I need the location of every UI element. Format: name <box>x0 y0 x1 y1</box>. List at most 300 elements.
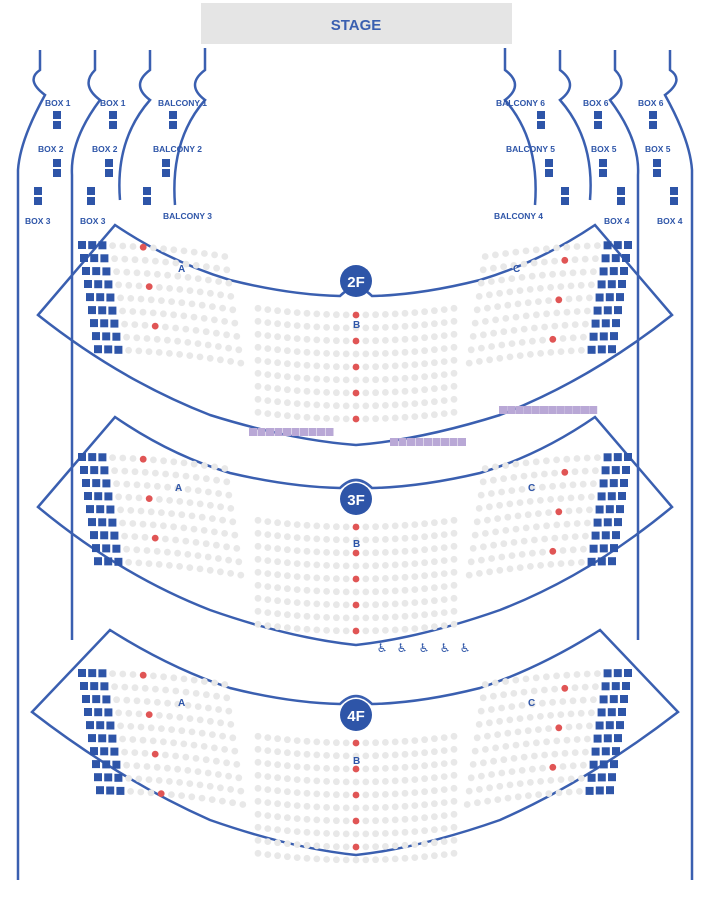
seat[interactable] <box>98 306 106 314</box>
seat[interactable] <box>441 747 448 754</box>
seat[interactable] <box>129 520 136 527</box>
seat[interactable] <box>580 697 587 704</box>
seat[interactable] <box>156 496 163 503</box>
seat[interactable] <box>304 587 311 594</box>
seat[interactable] <box>482 530 489 537</box>
seat[interactable] <box>561 685 568 692</box>
seat[interactable] <box>382 614 389 621</box>
seat[interactable] <box>211 745 218 752</box>
seat[interactable] <box>608 773 616 781</box>
seat[interactable] <box>323 549 330 556</box>
seat[interactable] <box>523 248 530 255</box>
seat[interactable] <box>217 719 224 726</box>
seat[interactable] <box>555 508 562 515</box>
seat[interactable] <box>402 414 409 421</box>
seat[interactable] <box>353 550 360 557</box>
seat[interactable] <box>164 484 171 491</box>
seat[interactable] <box>431 610 438 617</box>
seat[interactable] <box>156 561 163 568</box>
seat[interactable] <box>431 597 438 604</box>
seat[interactable] <box>100 747 108 755</box>
seat[interactable] <box>191 314 198 321</box>
seat[interactable] <box>598 773 606 781</box>
seat[interactable] <box>284 585 291 592</box>
box-seat[interactable] <box>53 111 61 119</box>
seat[interactable] <box>142 685 149 692</box>
seat[interactable] <box>111 467 118 474</box>
seat[interactable] <box>313 324 320 331</box>
seat[interactable] <box>205 770 212 777</box>
seat[interactable] <box>127 788 134 795</box>
seat[interactable] <box>411 521 418 528</box>
seat[interactable] <box>539 272 546 279</box>
seat[interactable] <box>559 270 566 277</box>
seat[interactable] <box>451 370 458 377</box>
seat[interactable] <box>484 517 491 524</box>
seat[interactable] <box>584 671 591 678</box>
seat[interactable] <box>531 260 538 267</box>
seat[interactable] <box>392 830 399 837</box>
seat[interactable] <box>112 333 120 341</box>
seat[interactable] <box>88 453 96 461</box>
seat[interactable] <box>176 498 183 505</box>
seat[interactable] <box>402 548 409 555</box>
seat[interactable] <box>441 786 448 793</box>
seat[interactable] <box>616 293 624 301</box>
seat[interactable] <box>264 518 271 525</box>
seat[interactable] <box>492 464 499 471</box>
seat[interactable] <box>205 342 212 349</box>
seat[interactable] <box>140 244 147 251</box>
seat[interactable] <box>416 438 424 446</box>
seat[interactable] <box>402 587 409 594</box>
seat[interactable] <box>402 626 409 633</box>
seat[interactable] <box>284 775 291 782</box>
seat[interactable] <box>156 712 163 719</box>
seat[interactable] <box>563 672 570 679</box>
seat[interactable] <box>555 724 562 731</box>
seat[interactable] <box>382 311 389 318</box>
seat[interactable] <box>142 750 149 757</box>
seat[interactable] <box>411 586 418 593</box>
seat[interactable] <box>255 517 262 524</box>
seat[interactable] <box>215 343 222 350</box>
seat[interactable] <box>521 689 528 696</box>
seat[interactable] <box>274 519 281 526</box>
seat[interactable] <box>195 703 202 710</box>
seat[interactable] <box>343 416 350 423</box>
seat[interactable] <box>264 851 271 858</box>
seat[interactable] <box>488 490 495 497</box>
seat[interactable] <box>255 621 262 628</box>
seat[interactable] <box>392 817 399 824</box>
seat[interactable] <box>596 787 604 795</box>
seat[interactable] <box>402 323 409 330</box>
seat[interactable] <box>255 305 262 312</box>
seat[interactable] <box>402 855 409 862</box>
seat[interactable] <box>333 562 340 569</box>
seat[interactable] <box>421 559 428 566</box>
seat[interactable] <box>304 829 311 836</box>
seat[interactable] <box>523 313 530 320</box>
seat[interactable] <box>586 787 594 795</box>
seat[interactable] <box>333 350 340 357</box>
seat[interactable] <box>255 556 262 563</box>
seat[interactable] <box>333 601 340 608</box>
seat[interactable] <box>411 841 418 848</box>
seat[interactable] <box>441 760 448 767</box>
seat[interactable] <box>255 582 262 589</box>
seat[interactable] <box>382 830 389 837</box>
seat[interactable] <box>186 564 193 571</box>
seat[interactable] <box>150 673 157 680</box>
seat[interactable] <box>264 799 271 806</box>
seat[interactable] <box>284 801 291 808</box>
seat[interactable] <box>498 489 505 496</box>
seat[interactable] <box>392 752 399 759</box>
seat[interactable] <box>551 470 558 477</box>
seat[interactable] <box>372 562 379 569</box>
seat[interactable] <box>525 792 532 799</box>
seat[interactable] <box>519 339 526 346</box>
seat[interactable] <box>121 533 128 540</box>
box-seat[interactable] <box>670 197 678 205</box>
seat[interactable] <box>323 765 330 772</box>
seat[interactable] <box>219 798 226 805</box>
seat[interactable] <box>294 612 301 619</box>
seat[interactable] <box>323 588 330 595</box>
seat[interactable] <box>570 697 577 704</box>
seat[interactable] <box>193 690 200 697</box>
seat[interactable] <box>274 597 281 604</box>
seat[interactable] <box>494 796 501 803</box>
seat[interactable] <box>543 310 550 317</box>
seat[interactable] <box>304 855 311 862</box>
seat[interactable] <box>156 349 163 356</box>
seat[interactable] <box>517 352 524 359</box>
seat[interactable] <box>531 688 538 695</box>
seat[interactable] <box>170 458 177 465</box>
seat[interactable] <box>589 406 597 414</box>
seat[interactable] <box>402 790 409 797</box>
seat[interactable] <box>402 561 409 568</box>
seat[interactable] <box>264 734 271 741</box>
seat[interactable] <box>431 623 438 630</box>
seat[interactable] <box>451 850 458 857</box>
seat[interactable] <box>255 370 262 377</box>
seat[interactable] <box>323 601 330 608</box>
seat[interactable] <box>333 627 340 634</box>
seat[interactable] <box>568 348 575 355</box>
seat[interactable] <box>602 531 610 539</box>
seat[interactable] <box>620 267 628 275</box>
seat[interactable] <box>362 831 369 838</box>
seat[interactable] <box>170 311 177 318</box>
box-seat[interactable] <box>670 187 678 195</box>
seat[interactable] <box>478 557 485 564</box>
seat[interactable] <box>353 792 360 799</box>
seat[interactable] <box>78 241 86 249</box>
seat[interactable] <box>372 415 379 422</box>
seat[interactable] <box>162 324 169 331</box>
seat[interactable] <box>458 438 466 446</box>
seat[interactable] <box>478 345 485 352</box>
seat[interactable] <box>382 627 389 634</box>
seat[interactable] <box>343 628 350 635</box>
seat[interactable] <box>274 852 281 859</box>
seat[interactable] <box>492 252 499 259</box>
box-seat[interactable] <box>143 197 151 205</box>
seat[interactable] <box>521 261 528 268</box>
seat[interactable] <box>121 468 128 475</box>
seat[interactable] <box>411 361 418 368</box>
seat[interactable] <box>309 428 317 436</box>
seat[interactable] <box>231 748 238 755</box>
seat[interactable] <box>313 536 320 543</box>
seat[interactable] <box>539 484 546 491</box>
seat[interactable] <box>154 548 161 555</box>
seat[interactable] <box>231 532 238 539</box>
seat[interactable] <box>553 673 560 680</box>
seat[interactable] <box>392 363 399 370</box>
seat[interactable] <box>114 774 122 782</box>
seat[interactable] <box>274 532 281 539</box>
seat[interactable] <box>527 714 534 721</box>
seat[interactable] <box>362 351 369 358</box>
box-seat[interactable] <box>649 121 657 129</box>
seat[interactable] <box>555 296 562 303</box>
seat[interactable] <box>608 708 616 716</box>
seat[interactable] <box>620 695 628 703</box>
seat[interactable] <box>402 375 409 382</box>
seat[interactable] <box>264 544 271 551</box>
seat[interactable] <box>215 706 222 713</box>
seat[interactable] <box>433 438 441 446</box>
seat[interactable] <box>421 321 428 328</box>
seat[interactable] <box>116 787 124 795</box>
seat[interactable] <box>578 494 585 501</box>
seat[interactable] <box>154 764 161 771</box>
seat[interactable] <box>620 479 628 487</box>
seat[interactable] <box>274 735 281 742</box>
seat[interactable] <box>551 535 558 542</box>
seat[interactable] <box>168 726 175 733</box>
seat[interactable] <box>94 773 102 781</box>
seat[interactable] <box>142 322 149 329</box>
seat[interactable] <box>323 817 330 824</box>
seat[interactable] <box>106 787 114 795</box>
seat[interactable] <box>127 507 134 514</box>
seat[interactable] <box>392 778 399 785</box>
seat[interactable] <box>178 727 185 734</box>
seat[interactable] <box>547 561 554 568</box>
seat[interactable] <box>326 428 334 436</box>
seat[interactable] <box>478 280 485 287</box>
seat[interactable] <box>362 792 369 799</box>
seat[interactable] <box>539 765 546 772</box>
seat[interactable] <box>548 406 556 414</box>
seat[interactable] <box>411 625 418 632</box>
seat[interactable] <box>274 320 281 327</box>
seat[interactable] <box>382 601 389 608</box>
seat[interactable] <box>558 560 565 567</box>
seat[interactable] <box>174 766 181 773</box>
seat[interactable] <box>284 736 291 743</box>
seat[interactable] <box>604 734 612 742</box>
seat[interactable] <box>441 734 448 741</box>
seat[interactable] <box>431 372 438 379</box>
seat[interactable] <box>590 268 597 275</box>
seat[interactable] <box>541 752 548 759</box>
seat[interactable] <box>333 752 340 759</box>
seat[interactable] <box>119 736 126 743</box>
seat[interactable] <box>508 275 515 282</box>
seat[interactable] <box>162 259 169 266</box>
seat[interactable] <box>264 596 271 603</box>
seat[interactable] <box>424 438 432 446</box>
seat[interactable] <box>515 301 522 308</box>
seat[interactable] <box>545 725 552 732</box>
seat[interactable] <box>382 765 389 772</box>
seat[interactable] <box>392 376 399 383</box>
seat[interactable] <box>441 332 448 339</box>
seat[interactable] <box>140 521 147 528</box>
seat[interactable] <box>172 472 179 479</box>
seat[interactable] <box>596 506 604 514</box>
seat[interactable] <box>90 466 98 474</box>
seat[interactable] <box>553 457 560 464</box>
seat[interactable] <box>474 799 481 806</box>
seat[interactable] <box>313 363 320 370</box>
seat[interactable] <box>353 403 360 410</box>
box-seat[interactable] <box>594 121 602 129</box>
seat[interactable] <box>100 466 108 474</box>
seat[interactable] <box>185 486 192 493</box>
seat[interactable] <box>223 478 230 485</box>
seat[interactable] <box>146 283 153 290</box>
seat[interactable] <box>84 280 92 288</box>
seat[interactable] <box>264 345 271 352</box>
seat[interactable] <box>274 800 281 807</box>
seat[interactable] <box>304 613 311 620</box>
seat[interactable] <box>372 856 379 863</box>
seat[interactable] <box>264 306 271 313</box>
seat[interactable] <box>372 389 379 396</box>
seat[interactable] <box>144 698 151 705</box>
seat[interactable] <box>492 317 499 324</box>
seat[interactable] <box>294 815 301 822</box>
seat[interactable] <box>521 754 528 761</box>
seat[interactable] <box>602 254 610 262</box>
seat[interactable] <box>174 338 181 345</box>
seat[interactable] <box>195 275 202 282</box>
seat[interactable] <box>148 508 155 515</box>
seat[interactable] <box>183 473 190 480</box>
seat[interactable] <box>382 402 389 409</box>
seat[interactable] <box>152 686 159 693</box>
seat[interactable] <box>217 356 224 363</box>
seat[interactable] <box>294 413 301 420</box>
seat[interactable] <box>529 550 536 557</box>
seat[interactable] <box>343 377 350 384</box>
seat[interactable] <box>606 786 614 794</box>
seat[interactable] <box>353 805 360 812</box>
seat[interactable] <box>517 715 524 722</box>
seat[interactable] <box>472 532 479 539</box>
seat[interactable] <box>98 241 106 249</box>
seat[interactable] <box>266 428 274 436</box>
seat[interactable] <box>114 558 122 566</box>
seat[interactable] <box>392 739 399 746</box>
seat[interactable] <box>313 765 320 772</box>
seat[interactable] <box>199 302 206 309</box>
seat[interactable] <box>392 856 399 863</box>
seat[interactable] <box>610 544 618 552</box>
seat[interactable] <box>580 269 587 276</box>
seat[interactable] <box>565 406 573 414</box>
seat[interactable] <box>274 333 281 340</box>
seat[interactable] <box>441 306 448 313</box>
seat[interactable] <box>284 788 291 795</box>
seat[interactable] <box>209 303 216 310</box>
seat[interactable] <box>193 327 200 334</box>
seat[interactable] <box>294 841 301 848</box>
seat[interactable] <box>123 481 130 488</box>
seat[interactable] <box>476 721 483 728</box>
seat[interactable] <box>166 285 173 292</box>
seat[interactable] <box>294 789 301 796</box>
seat[interactable] <box>606 293 614 301</box>
seat[interactable] <box>84 708 92 716</box>
seat[interactable] <box>88 669 96 677</box>
seat[interactable] <box>264 583 271 590</box>
seat[interactable] <box>229 518 236 525</box>
seat[interactable] <box>215 490 222 497</box>
seat[interactable] <box>127 723 134 730</box>
seat[interactable] <box>304 401 311 408</box>
seat[interactable] <box>529 273 536 280</box>
seat[interactable] <box>484 798 491 805</box>
seat[interactable] <box>201 462 208 469</box>
seat[interactable] <box>498 554 505 561</box>
seat[interactable] <box>102 267 110 275</box>
seat[interactable] <box>152 470 159 477</box>
seat[interactable] <box>598 280 606 288</box>
seat[interactable] <box>158 790 165 797</box>
seat[interactable] <box>372 311 379 318</box>
seat[interactable] <box>500 691 507 698</box>
seat[interactable] <box>411 413 418 420</box>
seat[interactable] <box>523 460 530 467</box>
seat[interactable] <box>137 789 144 796</box>
seat[interactable] <box>304 764 311 771</box>
box-seat[interactable] <box>143 187 151 195</box>
seat[interactable] <box>274 584 281 591</box>
seat[interactable] <box>531 472 538 479</box>
seat[interactable] <box>304 349 311 356</box>
seat[interactable] <box>205 554 212 561</box>
seat[interactable] <box>600 760 608 768</box>
seat[interactable] <box>123 762 130 769</box>
seat[interactable] <box>441 799 448 806</box>
seat[interactable] <box>512 461 519 468</box>
seat[interactable] <box>131 749 138 756</box>
seat[interactable] <box>502 527 509 534</box>
seat[interactable] <box>500 756 507 763</box>
seat[interactable] <box>184 551 191 558</box>
seat[interactable] <box>527 498 534 505</box>
seat[interactable] <box>197 717 204 724</box>
